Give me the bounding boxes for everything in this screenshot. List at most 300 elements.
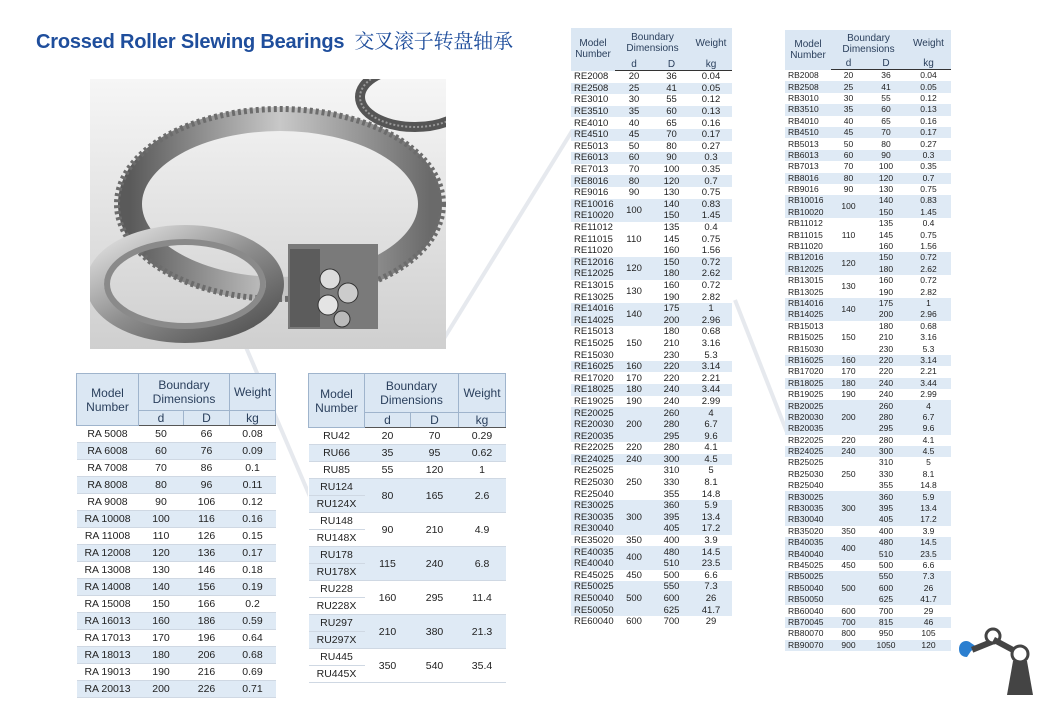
table-row: [785, 423, 951, 434]
cell-D: 200: [653, 314, 690, 326]
cell-D: 90: [866, 150, 906, 161]
cell-D: 355: [866, 480, 906, 491]
cell-model: RA 13008: [77, 562, 139, 579]
table-row: [785, 93, 951, 104]
cell-model: RB25025: [785, 457, 831, 468]
cell-model: RB90070: [785, 640, 831, 651]
cell-D: 480: [866, 537, 906, 548]
cell-model: RB30040: [785, 514, 831, 525]
cell-model: RE13015: [571, 280, 615, 292]
cell-D: 136: [184, 545, 230, 562]
cell-d: 80: [615, 175, 653, 187]
cell-D: 36: [653, 71, 690, 83]
cell-model: RB20035: [785, 423, 831, 434]
table-row: [785, 435, 951, 446]
cell-kg: 46: [906, 617, 951, 628]
table-row: [77, 630, 276, 647]
cell-D: 295: [866, 423, 906, 434]
cell-d: 90: [139, 494, 184, 511]
cell-d: 80: [831, 173, 866, 184]
cell-d: 150: [615, 326, 653, 361]
cell-D: 625: [653, 604, 690, 616]
cell-model: RE18025: [571, 384, 615, 396]
cell-D: 950: [866, 628, 906, 639]
cell-model: RU297X: [309, 632, 365, 649]
table-row: [785, 514, 951, 525]
table-row: [785, 605, 951, 616]
col-kg-header: kg: [690, 58, 732, 71]
cell-kg: 0.62: [459, 445, 506, 462]
table-row: [785, 127, 951, 138]
cell-d: 300: [615, 500, 653, 535]
table-row: [785, 309, 951, 320]
cell-d: 20: [615, 71, 653, 83]
cell-kg: 0.05: [906, 81, 951, 92]
cell-model: RA 16013: [77, 613, 139, 630]
table-row: [571, 616, 732, 628]
cell-d: 70: [831, 161, 866, 172]
cell-kg: 1: [906, 298, 951, 309]
cell-D: 146: [184, 562, 230, 579]
cell-d: 100: [615, 199, 653, 222]
cell-D: 240: [866, 389, 906, 400]
cell-kg: 26: [690, 593, 732, 605]
cell-D: 135: [866, 218, 906, 229]
cell-kg: 0.1: [230, 460, 276, 477]
table-row: [571, 106, 732, 118]
cell-D: 400: [653, 535, 690, 547]
cell-d: 60: [831, 150, 866, 161]
cell-model: RE19025: [571, 396, 615, 408]
cell-D: 280: [653, 442, 690, 454]
cell-d: 160: [831, 355, 866, 366]
table-row: [785, 526, 951, 537]
cell-D: 55: [866, 93, 906, 104]
table-row: [785, 571, 951, 582]
table-row: [785, 548, 951, 559]
cell-d: 140: [831, 298, 866, 321]
cell-d: 400: [615, 546, 653, 569]
cell-model: RE50040: [571, 593, 615, 605]
cell-model: RB15030: [785, 343, 831, 354]
table-row: [571, 500, 732, 512]
cell-kg: 4.5: [906, 446, 951, 457]
cell-kg: 0.17: [690, 129, 732, 141]
cell-kg: 0.35: [906, 161, 951, 172]
cell-D: 65: [653, 117, 690, 129]
cell-D: 55: [653, 94, 690, 106]
table-row: [571, 152, 732, 164]
cell-d: 30: [615, 94, 653, 106]
cell-d: 700: [831, 617, 866, 628]
cell-kg: 8.1: [906, 469, 951, 480]
cell-model: RE15025: [571, 338, 615, 350]
cell-model: RE4010: [571, 117, 615, 129]
cell-d: 180: [615, 384, 653, 396]
table-row: [785, 503, 951, 514]
cell-model: RU148X: [309, 530, 365, 547]
cell-kg: 0.16: [690, 117, 732, 129]
col-boundary-header: Boundary Dimensions: [365, 374, 459, 413]
cell-kg: 0.59: [230, 613, 276, 630]
cell-d: 500: [831, 571, 866, 605]
cell-model: RB5013: [785, 138, 831, 149]
cell-kg: 105: [906, 628, 951, 639]
cell-D: 80: [866, 138, 906, 149]
cell-d: 250: [615, 465, 653, 500]
cell-d: 70: [139, 460, 184, 477]
cell-D: 405: [866, 514, 906, 525]
col-weight-header: Weight: [690, 28, 732, 58]
cell-model: RB13015: [785, 275, 831, 286]
cell-kg: 2.21: [690, 372, 732, 384]
cell-kg: 2.62: [690, 268, 732, 280]
cell-model: RB13025: [785, 286, 831, 297]
cell-d: 100: [831, 195, 866, 218]
cell-model: RB50040: [785, 583, 831, 594]
cell-D: 180: [866, 264, 906, 275]
cell-d: 50: [615, 141, 653, 153]
cell-D: 280: [866, 412, 906, 423]
cell-kg: 4: [906, 400, 951, 411]
col-model-header: Model Number: [785, 30, 831, 70]
cell-model: RE45025: [571, 570, 615, 582]
table-row: [571, 280, 732, 292]
cell-d: 170: [831, 366, 866, 377]
table-row: [571, 465, 732, 477]
table-row: [785, 150, 951, 161]
cell-d: 450: [831, 560, 866, 571]
cell-model: RE11012: [571, 222, 615, 234]
cell-kg: 2.99: [690, 396, 732, 408]
cell-model: RA 17013: [77, 630, 139, 647]
cell-d: 180: [139, 647, 184, 664]
cell-model: RB50025: [785, 571, 831, 582]
cell-D: 186: [184, 613, 230, 630]
cell-D: 70: [411, 428, 459, 445]
cell-model: RE24025: [571, 454, 615, 466]
cell-kg: 14.5: [690, 546, 732, 558]
table-rb: [785, 30, 951, 651]
cell-kg: 2.82: [690, 291, 732, 303]
cell-kg: 0.08: [230, 426, 276, 443]
cell-model: RE2008: [571, 71, 615, 83]
cell-kg: 0.4: [906, 218, 951, 229]
cell-kg: 0.18: [230, 562, 276, 579]
table-row: [77, 528, 276, 545]
cell-D: 206: [184, 647, 230, 664]
cell-kg: 6.8: [459, 547, 506, 581]
cell-D: 126: [184, 528, 230, 545]
cell-d: 130: [831, 275, 866, 298]
cell-kg: 2.6: [459, 479, 506, 513]
cell-D: 196: [184, 630, 230, 647]
cell-model: RB30025: [785, 491, 831, 502]
table-row: [571, 535, 732, 547]
col-d-header: d: [831, 57, 866, 70]
cell-D: 41: [866, 81, 906, 92]
table-row: [571, 187, 732, 199]
cell-kg: 21.3: [459, 615, 506, 649]
col-D-header: D: [411, 413, 459, 428]
table-row: [77, 664, 276, 681]
col-model-header: Model Number: [309, 374, 365, 428]
cell-kg: 6.7: [690, 419, 732, 431]
robot-arm-icon: [957, 627, 1037, 697]
cell-model: RE22025: [571, 442, 615, 454]
col-d-header: d: [615, 58, 653, 71]
table-row: [785, 229, 951, 240]
cell-model: RB22025: [785, 435, 831, 446]
cell-d: 110: [139, 528, 184, 545]
cell-D: 130: [866, 184, 906, 195]
cell-model: RB2508: [785, 81, 831, 92]
cell-model: RB80070: [785, 628, 831, 639]
cell-kg: 2.82: [906, 286, 951, 297]
cell-d: 140: [139, 579, 184, 596]
table-row: [785, 457, 951, 468]
cell-D: 160: [653, 280, 690, 292]
table-row: [785, 378, 951, 389]
cell-model: RE30040: [571, 523, 615, 535]
table-row: [785, 207, 951, 218]
cell-D: 210: [866, 332, 906, 343]
cell-d: 25: [615, 83, 653, 95]
cell-model: RU66: [309, 445, 365, 462]
cell-model: RB12016: [785, 252, 831, 263]
cell-model: RB40040: [785, 548, 831, 559]
cell-d: 80: [139, 477, 184, 494]
cell-D: 405: [653, 523, 690, 535]
table-row: [309, 445, 506, 462]
cell-D: 210: [411, 513, 459, 547]
cell-D: 600: [866, 583, 906, 594]
cell-model: RA 9008: [77, 494, 139, 511]
cell-kg: 3.44: [690, 384, 732, 396]
cell-d: 130: [139, 562, 184, 579]
cell-D: 60: [653, 106, 690, 118]
cell-D: 96: [184, 477, 230, 494]
table-row: [785, 116, 951, 127]
cell-D: 360: [866, 491, 906, 502]
cell-D: 550: [653, 581, 690, 593]
cell-kg: 0.12: [906, 93, 951, 104]
col-D-header: D: [184, 411, 230, 426]
cell-model: RE7013: [571, 164, 615, 176]
cell-D: 240: [653, 396, 690, 408]
cell-kg: 0.7: [690, 175, 732, 187]
col-weight-header: Weight: [906, 30, 951, 57]
cell-D: 160: [866, 275, 906, 286]
cell-D: 100: [653, 164, 690, 176]
cell-kg: 29: [906, 605, 951, 616]
cell-D: 60: [866, 104, 906, 115]
table-row: [571, 71, 732, 83]
cell-kg: 11.4: [459, 581, 506, 615]
cell-model: RB24025: [785, 446, 831, 457]
cell-D: 140: [866, 195, 906, 206]
cell-model: RE3010: [571, 94, 615, 106]
cell-D: 145: [653, 233, 690, 245]
cell-kg: 3.44: [906, 378, 951, 389]
cell-kg: 9.6: [906, 423, 951, 434]
cell-model: RE40040: [571, 558, 615, 570]
cell-model: RB7013: [785, 161, 831, 172]
cell-d: 40: [831, 116, 866, 127]
cell-D: 180: [653, 268, 690, 280]
table-row: [77, 443, 276, 460]
cell-model: RB20030: [785, 412, 831, 423]
table-row: [785, 640, 951, 651]
cell-model: RB25040: [785, 480, 831, 491]
cell-d: 45: [615, 129, 653, 141]
cell-d: 210: [365, 615, 411, 649]
cell-kg: 4.1: [906, 435, 951, 446]
cell-model: RA 7008: [77, 460, 139, 477]
table-row: [785, 343, 951, 354]
cell-model: RB11020: [785, 241, 831, 252]
cell-D: 380: [411, 615, 459, 649]
table-row: [571, 570, 732, 582]
table-row: [571, 407, 732, 419]
cell-model: RB15013: [785, 321, 831, 332]
cell-d: 90: [615, 187, 653, 199]
cell-kg: 8.1: [690, 477, 732, 489]
cell-kg: 0.83: [906, 195, 951, 206]
table-row: [571, 546, 732, 558]
cell-d: 170: [139, 630, 184, 647]
cell-d: 35: [365, 445, 411, 462]
cell-model: RE14025: [571, 314, 615, 326]
cell-model: RB25030: [785, 469, 831, 480]
table-row: [309, 581, 506, 598]
cell-kg: 4.1: [690, 442, 732, 454]
cell-d: 150: [139, 596, 184, 613]
cell-d: 90: [365, 513, 411, 547]
table-row: [785, 195, 951, 206]
cell-D: 80: [653, 141, 690, 153]
table-row: [77, 460, 276, 477]
cell-model: RB12025: [785, 264, 831, 275]
cell-d: 450: [615, 570, 653, 582]
cell-d: 800: [831, 628, 866, 639]
cell-model: RB70045: [785, 617, 831, 628]
cell-kg: 0.72: [906, 275, 951, 286]
cell-D: 175: [866, 298, 906, 309]
cell-model: RE12016: [571, 257, 615, 269]
cell-model: RB3010: [785, 93, 831, 104]
cell-D: 66: [184, 426, 230, 443]
cell-model: RE13025: [571, 291, 615, 303]
table-row: [571, 94, 732, 106]
cell-model: RA 6008: [77, 443, 139, 460]
table-row: [77, 426, 276, 443]
table-row: [785, 104, 951, 115]
cell-model: RE3510: [571, 106, 615, 118]
cell-model: RA 10008: [77, 511, 139, 528]
cell-D: 135: [653, 222, 690, 234]
table-row: [309, 649, 506, 666]
cell-D: 330: [866, 469, 906, 480]
cell-model: RB11012: [785, 218, 831, 229]
cell-D: 86: [184, 460, 230, 477]
cell-model: RA 18013: [77, 647, 139, 664]
cell-model: RU148: [309, 513, 365, 530]
cell-D: 600: [653, 593, 690, 605]
table-row: [785, 275, 951, 286]
cell-model: RU445X: [309, 666, 365, 683]
col-d-header: d: [365, 413, 411, 428]
table-row: [785, 583, 951, 594]
cell-kg: 2.96: [906, 309, 951, 320]
cell-kg: 5: [690, 465, 732, 477]
cell-D: 116: [184, 511, 230, 528]
cell-kg: 1.56: [690, 245, 732, 257]
cell-d: 190: [139, 664, 184, 681]
table-row: [77, 545, 276, 562]
cell-kg: 0.4: [690, 222, 732, 234]
cell-d: 600: [615, 616, 653, 628]
cell-D: 300: [866, 446, 906, 457]
cell-kg: 14.8: [690, 488, 732, 500]
cell-kg: 0.15: [230, 528, 276, 545]
cell-kg: 0.09: [230, 443, 276, 460]
cell-model: RB60040: [785, 605, 831, 616]
cell-model: RE50050: [571, 604, 615, 616]
cell-D: 175: [653, 303, 690, 315]
col-kg-header: kg: [459, 413, 506, 428]
cell-D: 400: [866, 526, 906, 537]
table-row: [785, 537, 951, 548]
cell-model: RU42: [309, 428, 365, 445]
table-row: [309, 462, 506, 479]
cell-model: RU124X: [309, 496, 365, 513]
cell-d: 350: [831, 526, 866, 537]
cell-d: 30: [831, 93, 866, 104]
cell-d: 50: [139, 426, 184, 443]
cell-d: 400: [831, 537, 866, 560]
cell-D: 150: [653, 210, 690, 222]
cell-kg: 0.17: [906, 127, 951, 138]
cell-D: 360: [653, 500, 690, 512]
cell-D: 625: [866, 594, 906, 605]
cell-d: 20: [831, 70, 866, 82]
cell-kg: 17.2: [690, 523, 732, 535]
table-row: [785, 252, 951, 263]
table-row: [77, 562, 276, 579]
cell-D: 295: [411, 581, 459, 615]
cell-D: 216: [184, 664, 230, 681]
cell-D: 240: [866, 378, 906, 389]
cell-kg: 4.9: [459, 513, 506, 547]
table-row: [571, 164, 732, 176]
cell-D: 95: [411, 445, 459, 462]
cell-d: 115: [365, 547, 411, 581]
cell-model: RE8016: [571, 175, 615, 187]
table-row: [571, 117, 732, 129]
cell-model: RE11020: [571, 245, 615, 257]
cell-kg: 13.4: [690, 512, 732, 524]
cell-model: RE9016: [571, 187, 615, 199]
table-row: [571, 396, 732, 408]
table-row: [785, 332, 951, 343]
cell-D: 540: [411, 649, 459, 683]
cell-kg: 0.12: [690, 94, 732, 106]
cell-kg: 7.3: [906, 571, 951, 582]
cell-D: 330: [653, 477, 690, 489]
cell-d: 80: [365, 479, 411, 513]
table-row: [785, 298, 951, 309]
